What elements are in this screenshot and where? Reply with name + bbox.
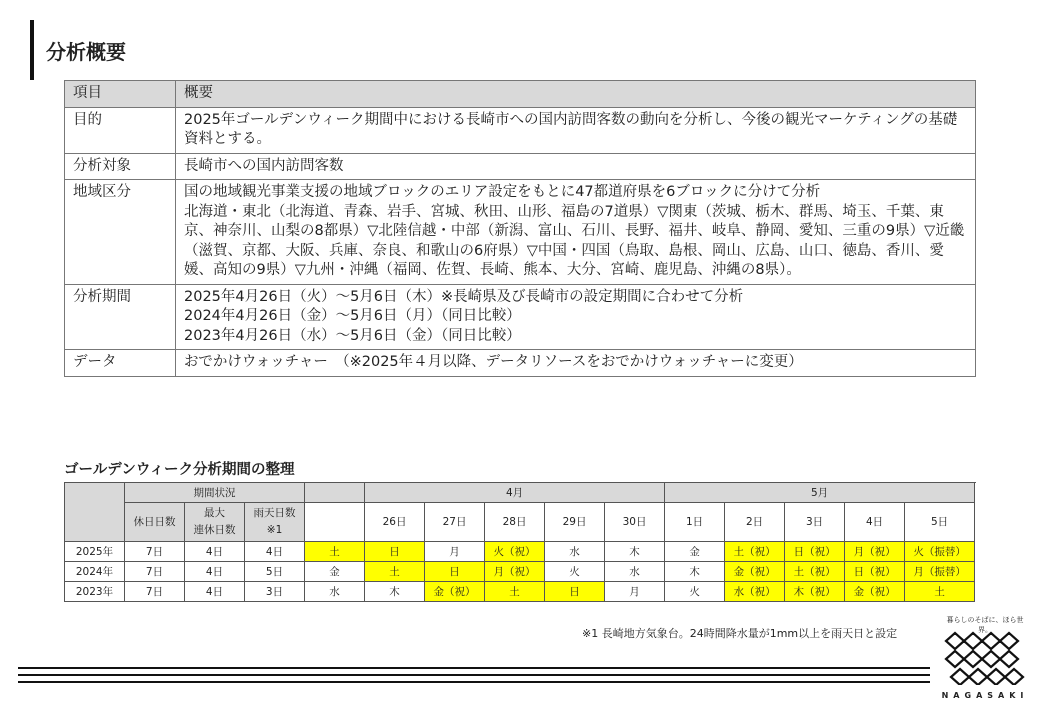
calendar-day-cell: 水	[605, 562, 665, 582]
overview-header-summary: 概要	[176, 81, 976, 108]
calendar-body	[65, 542, 975, 602]
calendar-day-cell: 金	[665, 542, 725, 562]
calendar-month-may: 5月	[665, 483, 975, 503]
calendar-holidays: 7日	[125, 582, 185, 602]
overview-label: 分析対象	[65, 153, 176, 180]
calendar-day-cell: 土（祝）	[785, 562, 845, 582]
footer-rule	[18, 674, 930, 676]
overview-label: データ	[65, 350, 176, 377]
calendar-day-cell: 火	[665, 582, 725, 602]
calendar-day-header: 4日	[845, 503, 905, 542]
calendar-year: 2024年	[65, 562, 125, 582]
calendar-holidays: 7日	[125, 542, 185, 562]
overview-row-data	[65, 350, 976, 377]
calendar-day-cell: 金（祝）	[845, 582, 905, 602]
calendar-day-cell: 水	[545, 542, 605, 562]
calendar-day-header: 27日	[425, 503, 485, 542]
calendar-year: 2025年	[65, 542, 125, 562]
overview-row-target	[65, 153, 976, 180]
overview-label: 分析期間	[65, 284, 176, 350]
calendar-day-cell: 月	[425, 542, 485, 562]
overview-text: 国の地域観光事業支援の地域ブロックのエリア設定をもとに47都道府県を6ブロックに分けて分析 北海道・東北（北海道、青森、岩手、宮城、秋田、山形、福島の7道県）▽関東（茨城、栃木、群馬、埼玉、千葉、東京、神奈川、山梨の8都県）▽北陸信越・中部（新潟、富山、石川、長野、福井、岐阜、静岡、愛知、三重の9県）▽近畿（滋賀、京都、大阪、兵庫、奈良、和歌山の6府県）▽中国・四国（鳥取、島根、岡山、広島、山口、徳島、香川、愛媛、高知の9県）▽九州・沖縄（福岡、佐賀、長崎、熊本、大分、宮崎、鹿児島、沖縄の8県）。	[176, 180, 976, 285]
calendar-col-max-consecutive: 最大 連休日数	[185, 503, 245, 542]
calendar-table	[64, 482, 975, 602]
calendar-day-cell: 木（祝）	[785, 582, 845, 602]
calendar-blank-cell	[305, 483, 365, 503]
calendar-day-cell: 日	[545, 582, 605, 602]
calendar-day-cell: 土	[485, 582, 545, 602]
overview-label: 目的	[65, 107, 176, 153]
calendar-day-cell: 日	[425, 562, 485, 582]
calendar-max-consecutive: 4日	[185, 582, 245, 602]
calendar-status-group: 期間状況	[125, 483, 305, 503]
calendar-day-cell: 火（祝）	[485, 542, 545, 562]
calendar-day-cell: 日	[365, 542, 425, 562]
calendar-day-cell: 金（祝）	[725, 562, 785, 582]
calendar-day-header: 28日	[485, 503, 545, 542]
calendar-day-cell: 金	[305, 562, 365, 582]
calendar-day-header: 2日	[725, 503, 785, 542]
logo-name: NAGASAKI	[941, 691, 1029, 700]
overview-header-item: 項目	[65, 81, 176, 108]
calendar-day-cell: 土	[905, 582, 975, 602]
calendar-day-cell: 木	[605, 542, 665, 562]
calendar-day-cell: 月（祝）	[845, 542, 905, 562]
calendar-title: ゴールデンウィーク分析期間の整理	[64, 462, 295, 478]
overview-text: 長崎市への国内訪問客数	[176, 153, 976, 180]
calendar-day-header: 26日	[365, 503, 425, 542]
calendar-rainy: 3日	[245, 582, 305, 602]
overview-text: 2025年ゴールデンウィーク期間中における長崎市への国内訪問客数の動向を分析し、今後の観光マーケティングの基礎資料とする。	[176, 107, 976, 153]
calendar-day-cell: 火	[545, 562, 605, 582]
overview-row-region	[65, 180, 976, 285]
logo-diamond-pattern-icon	[943, 629, 1027, 685]
calendar-day-cell: 木	[665, 562, 725, 582]
overview-row-purpose	[65, 107, 976, 153]
footer-rule	[18, 681, 930, 683]
calendar-day-cell: 火（振替）	[905, 542, 975, 562]
calendar-day-cell: 水（祝）	[725, 582, 785, 602]
calendar-rainy: 5日	[245, 562, 305, 582]
calendar-month-april: 4月	[365, 483, 665, 503]
calendar-header-row-2	[65, 503, 975, 542]
calendar-col-holidays: 休日日数	[125, 503, 185, 542]
calendar-day-cell: 金（祝）	[425, 582, 485, 602]
calendar-day-cell: 土（祝）	[725, 542, 785, 562]
page-title: 分析概要	[46, 40, 126, 64]
calendar-rainy: 4日	[245, 542, 305, 562]
footer-rule	[18, 667, 930, 669]
calendar-day-cell: 月	[605, 582, 665, 602]
calendar-day-header: 1日	[665, 503, 725, 542]
calendar-blank-cell	[305, 503, 365, 542]
calendar-day-header: 30日	[605, 503, 665, 542]
overview-header-row	[65, 81, 976, 108]
calendar-corner-cell	[65, 483, 125, 542]
calendar-day-cell: 日（祝）	[785, 542, 845, 562]
calendar-day-cell: 土	[305, 542, 365, 562]
calendar-row	[65, 582, 975, 602]
calendar-day-cell: 日（祝）	[845, 562, 905, 582]
calendar-day-header: 29日	[545, 503, 605, 542]
nagasaki-logo	[940, 615, 1030, 715]
calendar-max-consecutive: 4日	[185, 562, 245, 582]
calendar-day-cell: 土	[365, 562, 425, 582]
overview-row-period	[65, 284, 976, 350]
calendar-row	[65, 542, 975, 562]
footnote: ※1 長崎地方気象台。24時間降水量が1mm以上を雨天日と設定	[582, 627, 898, 640]
calendar-day-cell: 木	[365, 582, 425, 602]
title-accent-bar	[30, 20, 34, 80]
calendar-day-header: 5日	[905, 503, 975, 542]
calendar-max-consecutive: 4日	[185, 542, 245, 562]
overview-text: 2025年4月26日（火）～5月6日（木）※長崎県及び長崎市の設定期間に合わせて分析 2024年4月26日（金）～5月6日（月）（同日比較） 2023年4月26日（水）～5月6日（金）（同日比較）	[176, 284, 976, 350]
calendar-col-rainy: 雨天日数 ※1	[245, 503, 305, 542]
calendar-day-cell: 月（振替）	[905, 562, 975, 582]
calendar-day-header: 3日	[785, 503, 845, 542]
overview-table	[64, 80, 976, 377]
calendar-holidays: 7日	[125, 562, 185, 582]
overview-label: 地域区分	[65, 180, 176, 285]
calendar-row	[65, 562, 975, 582]
calendar-day-cell: 水	[305, 582, 365, 602]
calendar-header-row-1	[65, 483, 975, 503]
calendar-year: 2023年	[65, 582, 125, 602]
calendar-day-cell: 月（祝）	[485, 562, 545, 582]
overview-text: おでかけウォッチャー （※2025年４月以降、データリソースをおでかけウォッチャーに変更）	[176, 350, 976, 377]
logo-tagline: 暮らしのそばに、ほら世界。	[946, 616, 1024, 634]
